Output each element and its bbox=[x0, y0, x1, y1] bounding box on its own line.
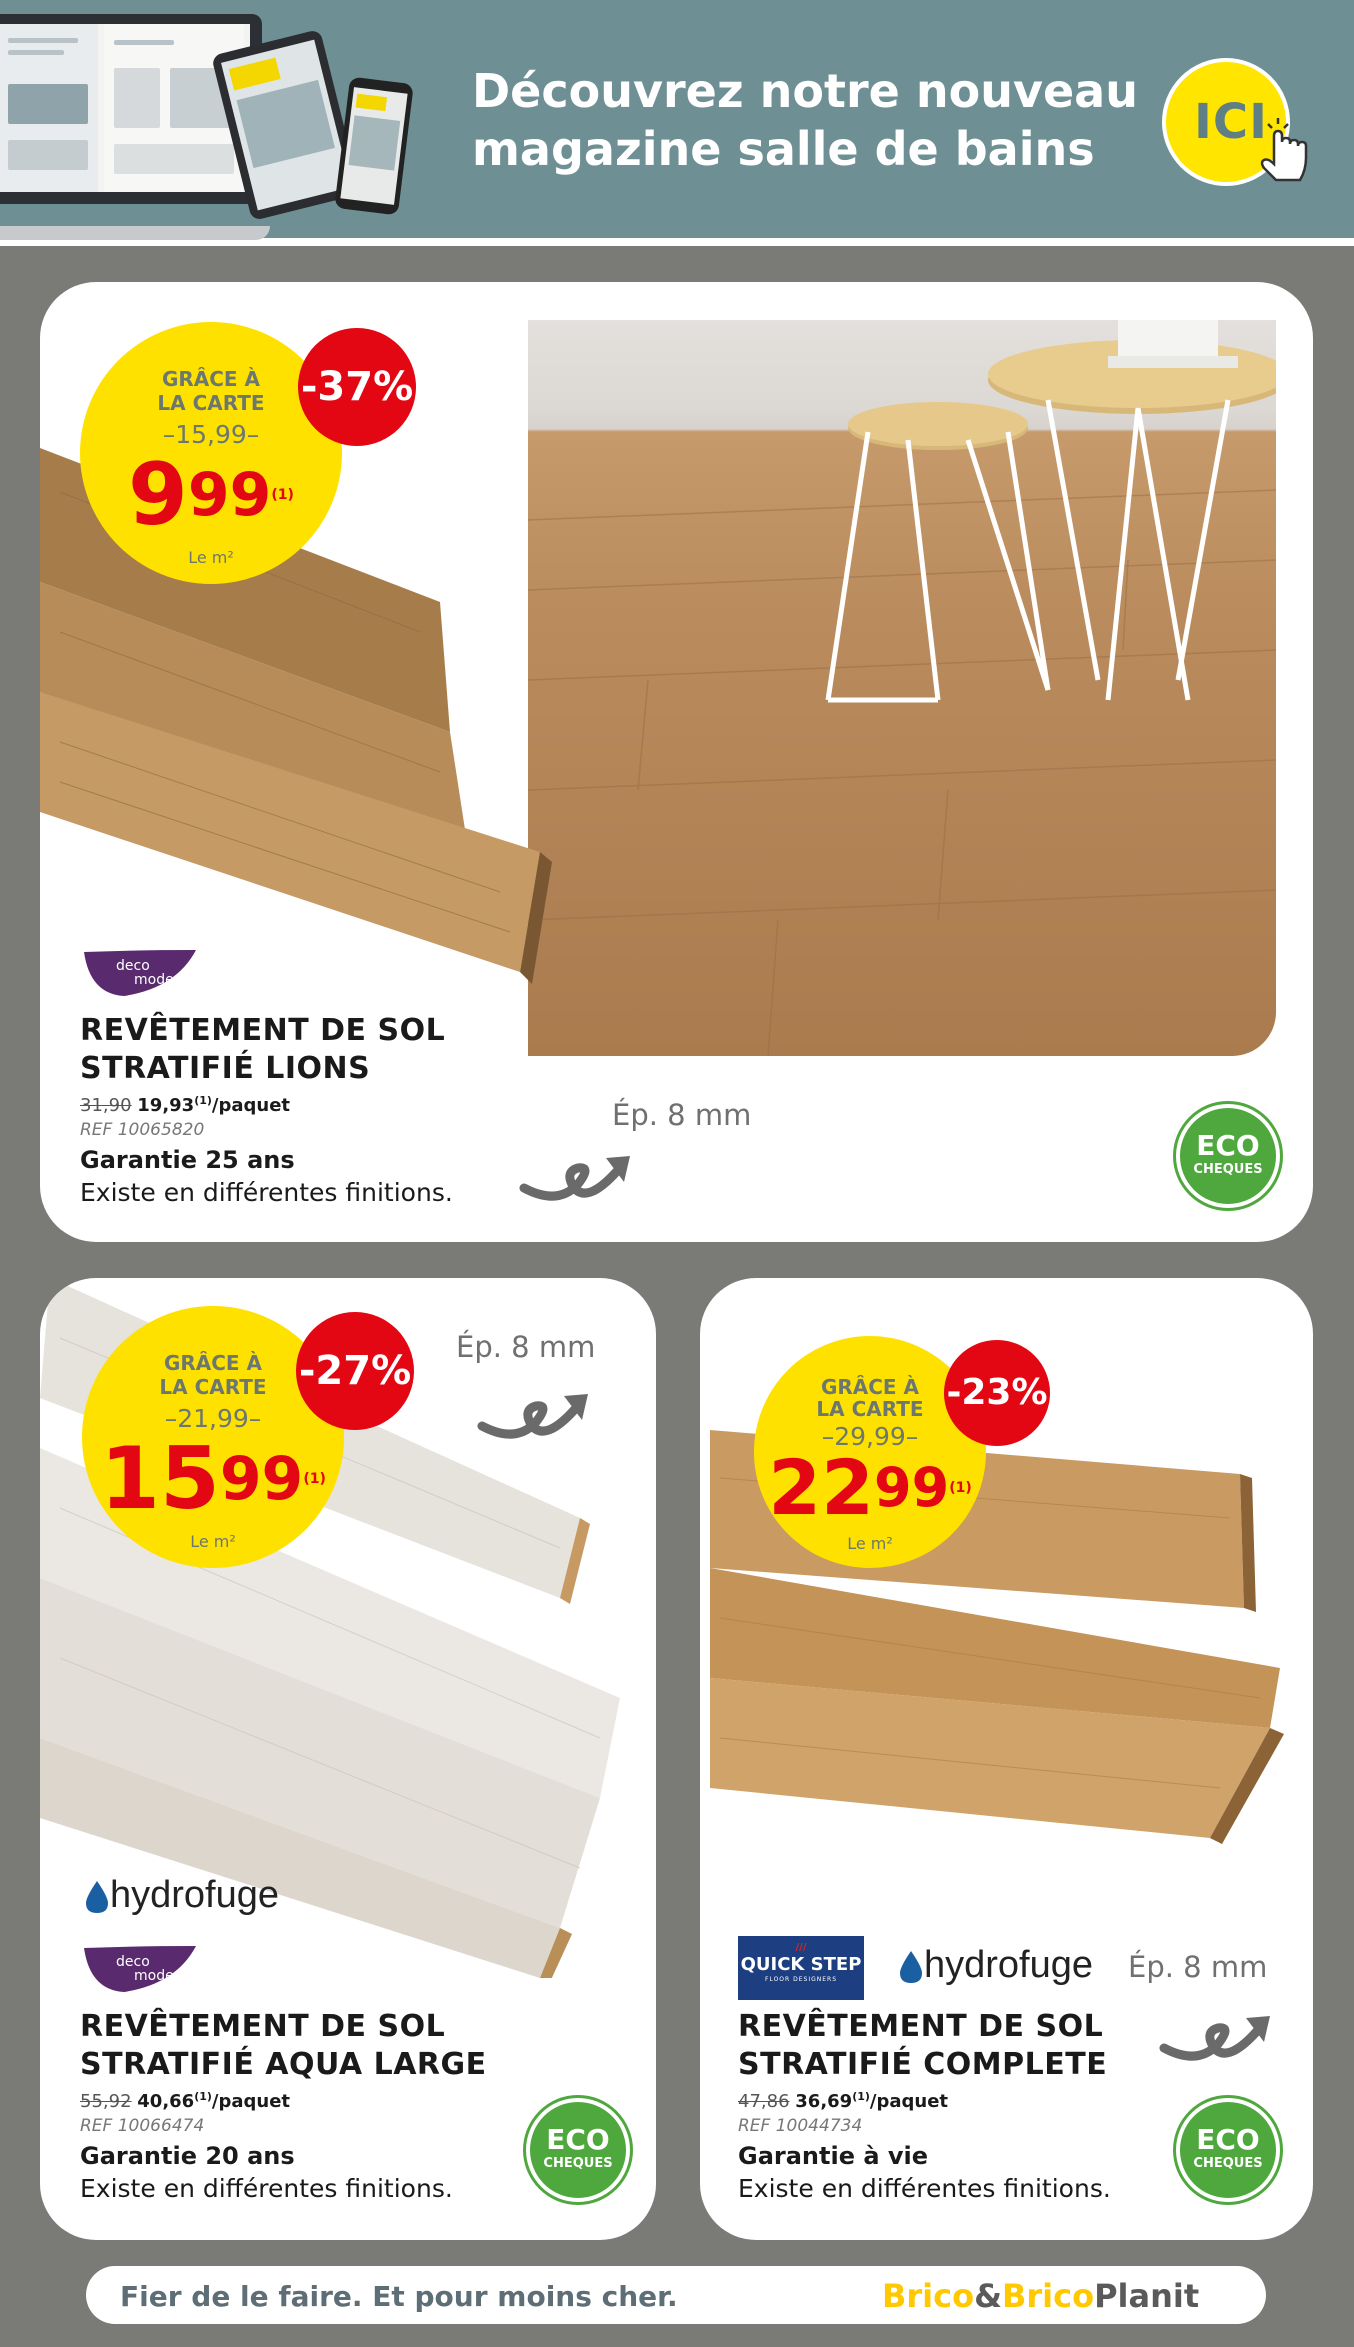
discount-badge: -27% bbox=[296, 1312, 414, 1430]
svg-text:deco: deco bbox=[116, 958, 150, 974]
old-price: –21,99– bbox=[164, 1404, 262, 1433]
laptop-image bbox=[0, 14, 262, 204]
deco-mode-logo bbox=[76, 1942, 202, 1998]
sale-price: 22$^{99(1)}$ bbox=[768, 1443, 972, 1532]
banner-title-line2: magazine salle de bains bbox=[472, 122, 1095, 176]
guarantee: Garantie à vie bbox=[738, 2142, 929, 2170]
hydrofuge-label: hydrofuge bbox=[84, 1874, 279, 1917]
sale-price: 9$^{99(1)}$ bbox=[128, 445, 294, 545]
title-line1: REVÊTEMENT DE SOL bbox=[738, 2009, 1104, 2044]
deco-mode-logo bbox=[76, 946, 202, 1002]
brico-planit-logo: Brico&BricoPlanit bbox=[882, 2277, 1200, 2315]
thickness-label: Ép. 8 mm bbox=[456, 1330, 596, 1364]
finishes-note: Existe en différentes finitions. bbox=[738, 2174, 1111, 2203]
badge-line1: GRÂCE À bbox=[163, 1351, 263, 1375]
badge-line1: GRÂCE À bbox=[820, 1375, 920, 1399]
thickness-label: Ép. 8 mm bbox=[612, 1098, 752, 1132]
sale-price: 15$^{99(1)}$ bbox=[100, 1429, 326, 1529]
title-line2: STRATIFIÉ COMPLETE bbox=[738, 2047, 1108, 2082]
old-price: –29,99– bbox=[821, 1422, 919, 1451]
discount-badge: -23% bbox=[944, 1340, 1050, 1446]
title-line2: STRATIFIÉ LIONS bbox=[80, 1051, 371, 1086]
product-title-complete bbox=[738, 2008, 1107, 2084]
footer-slogan: Fier de le faire. Et pour moins cher. bbox=[120, 2280, 678, 2313]
curly-arrow-icon bbox=[1158, 2008, 1278, 2072]
old-price: –15,99– bbox=[162, 420, 260, 449]
reference-number: REF 10065820 bbox=[80, 1120, 205, 1140]
eco-cheques-badge: ECO CHEQUES bbox=[1176, 1104, 1280, 1208]
price-unit: Le m² bbox=[190, 1532, 236, 1551]
curly-arrow-icon bbox=[476, 1386, 596, 1450]
product-title-lions bbox=[80, 1012, 445, 1088]
eco-cheques-badge: ECO CHEQUES bbox=[526, 2098, 630, 2202]
phone-image bbox=[334, 77, 414, 216]
banner-title-line1: Découvrez notre nouveau bbox=[472, 64, 1138, 118]
pack-price: 31,90 19,93$^{(1)}$/paquet bbox=[80, 1094, 291, 1116]
badge-line2: LA CARTE bbox=[816, 1397, 924, 1421]
ici-button[interactable] bbox=[1162, 58, 1290, 186]
water-drop-icon bbox=[84, 1879, 110, 1915]
hydrofuge-label: hydrofuge bbox=[898, 1944, 1093, 1987]
quick-step-logo: /// QUICK STEP FLOOR DESIGNERS bbox=[738, 1936, 864, 2000]
badge-line2: LA CARTE bbox=[159, 1375, 267, 1399]
guarantee: Garantie 25 ans bbox=[80, 1146, 295, 1174]
title-line1: REVÊTEMENT DE SOL bbox=[80, 1013, 446, 1048]
finishes-note: Existe en différentes finitions. bbox=[80, 2174, 453, 2203]
discount-badge: -37% bbox=[298, 328, 416, 446]
water-drop-icon bbox=[898, 1949, 924, 1985]
pack-price: 55,92 40,66$^{(1)}$/paquet bbox=[80, 2090, 291, 2112]
guarantee: Garantie 20 ans bbox=[80, 2142, 295, 2170]
reference-number: REF 10044734 bbox=[738, 2116, 863, 2136]
magazine-banner[interactable] bbox=[0, 0, 1354, 246]
title-line2: STRATIFIÉ AQUA LARGE bbox=[80, 2047, 487, 2082]
magazine-devices-illustration bbox=[0, 0, 340, 238]
pointer-hand-icon bbox=[1254, 114, 1312, 184]
svg-text:deco: deco bbox=[116, 1954, 150, 1970]
price-unit: Le m² bbox=[188, 548, 234, 567]
thickness-label: Ép. 8 mm bbox=[1128, 1950, 1268, 1984]
finishes-note: Existe en différentes finitions. bbox=[80, 1178, 453, 1207]
ici-label: ICI bbox=[1194, 94, 1268, 150]
product-card-aqua-large[interactable] bbox=[40, 1278, 656, 2240]
price-unit: Le m² bbox=[847, 1534, 893, 1553]
title-line1: REVÊTEMENT DE SOL bbox=[80, 2009, 446, 2044]
footer-bar bbox=[86, 2266, 1266, 2324]
badge-line2: LA CARTE bbox=[157, 391, 265, 415]
product-card-complete[interactable] bbox=[700, 1278, 1313, 2240]
product-card-lions[interactable] bbox=[40, 282, 1313, 1242]
curly-arrow-icon bbox=[518, 1148, 638, 1212]
product-title-aqua-large bbox=[80, 2008, 487, 2084]
banner-title bbox=[472, 62, 1172, 178]
reference-number: REF 10066474 bbox=[80, 2116, 205, 2136]
eco-cheques-badge: ECO CHEQUES bbox=[1176, 2098, 1280, 2202]
svg-text:mode: mode bbox=[134, 1968, 174, 1984]
badge-line1: GRÂCE À bbox=[161, 367, 261, 391]
svg-text:mode: mode bbox=[134, 972, 174, 988]
pack-price: 47,86 36,69$^{(1)}$/paquet bbox=[738, 2090, 949, 2112]
